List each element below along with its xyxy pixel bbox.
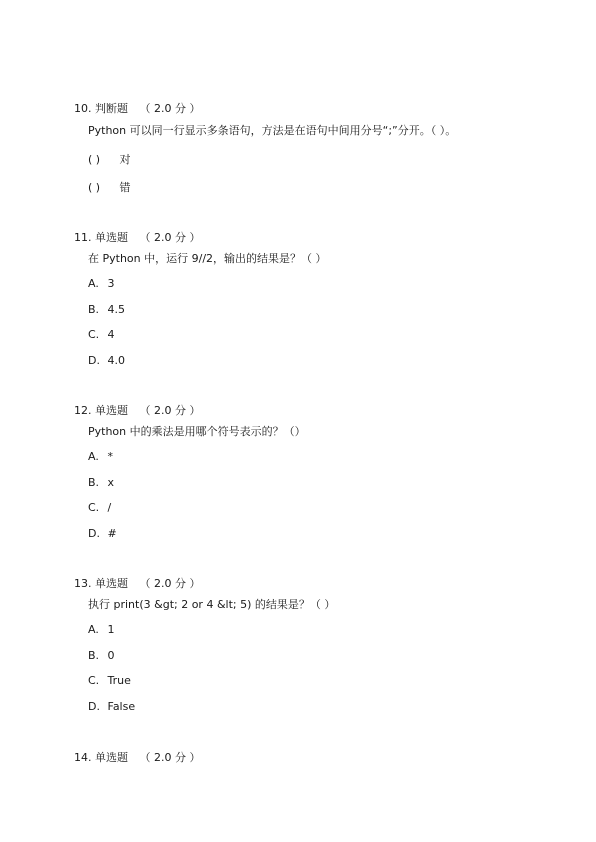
option-text: * bbox=[107, 450, 113, 463]
option-letter: A. bbox=[88, 450, 99, 463]
question-type: 单选题 bbox=[95, 404, 128, 417]
option-letter: D. bbox=[88, 700, 100, 713]
question-score: （ 2.0 分 ） bbox=[139, 577, 201, 590]
question-number: 14. bbox=[74, 751, 92, 764]
option-b[interactable] bbox=[88, 476, 114, 489]
option-text: 错 bbox=[119, 181, 131, 194]
option-c[interactable] bbox=[88, 501, 111, 514]
option-d[interactable] bbox=[88, 354, 125, 367]
option-text: # bbox=[107, 527, 117, 540]
question-score: （ 2.0 分 ） bbox=[139, 102, 201, 115]
option-text: 1 bbox=[107, 623, 115, 636]
option-false[interactable] bbox=[88, 179, 131, 195]
question-stem: Python 中的乘法是用哪个符号表示的？（） bbox=[88, 425, 306, 438]
question-number: 10. bbox=[74, 102, 92, 115]
option-letter: B. bbox=[88, 649, 100, 662]
option-letter: B. bbox=[88, 476, 100, 489]
option-text: 0 bbox=[107, 649, 115, 662]
option-paren: ( ) bbox=[88, 153, 101, 166]
question-stem: 在 Python 中，运行 9//2，输出的结果是？（ ） bbox=[88, 252, 327, 265]
question-header bbox=[74, 229, 200, 245]
option-text: 4.5 bbox=[107, 303, 125, 316]
question-score: （ 2.0 分 ） bbox=[139, 404, 201, 417]
option-letter: C. bbox=[88, 674, 100, 687]
question-score: （ 2.0 分 ） bbox=[139, 231, 201, 244]
option-letter: D. bbox=[88, 527, 100, 540]
question-header bbox=[74, 749, 200, 765]
option-text: 对 bbox=[119, 153, 131, 166]
option-a[interactable] bbox=[88, 450, 113, 463]
question-header bbox=[74, 575, 200, 591]
option-c[interactable] bbox=[88, 674, 131, 687]
option-paren: ( ) bbox=[88, 181, 101, 194]
option-letter: B. bbox=[88, 303, 100, 316]
question-stem: Python 可以同一行显示多条语句，方法是在语句中间用分号“;”分开。（ ）。 bbox=[88, 124, 457, 137]
option-b[interactable] bbox=[88, 649, 115, 662]
option-a[interactable] bbox=[88, 623, 115, 636]
option-text: x bbox=[107, 476, 115, 489]
option-text: / bbox=[107, 501, 112, 514]
question-type: 单选题 bbox=[95, 577, 128, 590]
option-true[interactable] bbox=[88, 151, 131, 167]
option-b[interactable] bbox=[88, 303, 125, 316]
option-text: False bbox=[107, 700, 136, 713]
question-score: （ 2.0 分 ） bbox=[139, 751, 201, 764]
option-letter: D. bbox=[88, 354, 100, 367]
option-text: 4 bbox=[107, 328, 115, 341]
question-stem: 执行 print(3 &gt; 2 or 4 &lt; 5) 的结果是？（ ） bbox=[88, 598, 336, 611]
question-type: 单选题 bbox=[95, 751, 128, 764]
option-d[interactable] bbox=[88, 527, 117, 540]
question-header bbox=[74, 100, 200, 116]
question-header bbox=[74, 402, 200, 418]
question-number: 11. bbox=[74, 231, 92, 244]
question-number: 13. bbox=[74, 577, 92, 590]
question-number: 12. bbox=[74, 404, 92, 417]
question-type: 判断题 bbox=[95, 102, 128, 115]
option-letter: C. bbox=[88, 328, 100, 341]
option-d[interactable] bbox=[88, 700, 135, 713]
option-text: 4.0 bbox=[107, 354, 125, 367]
option-letter: A. bbox=[88, 277, 99, 290]
option-c[interactable] bbox=[88, 328, 115, 341]
option-text: 3 bbox=[107, 277, 115, 290]
question-type: 单选题 bbox=[95, 231, 128, 244]
option-letter: C. bbox=[88, 501, 100, 514]
option-a[interactable] bbox=[88, 277, 115, 290]
option-letter: A. bbox=[88, 623, 99, 636]
option-text: True bbox=[107, 674, 131, 687]
